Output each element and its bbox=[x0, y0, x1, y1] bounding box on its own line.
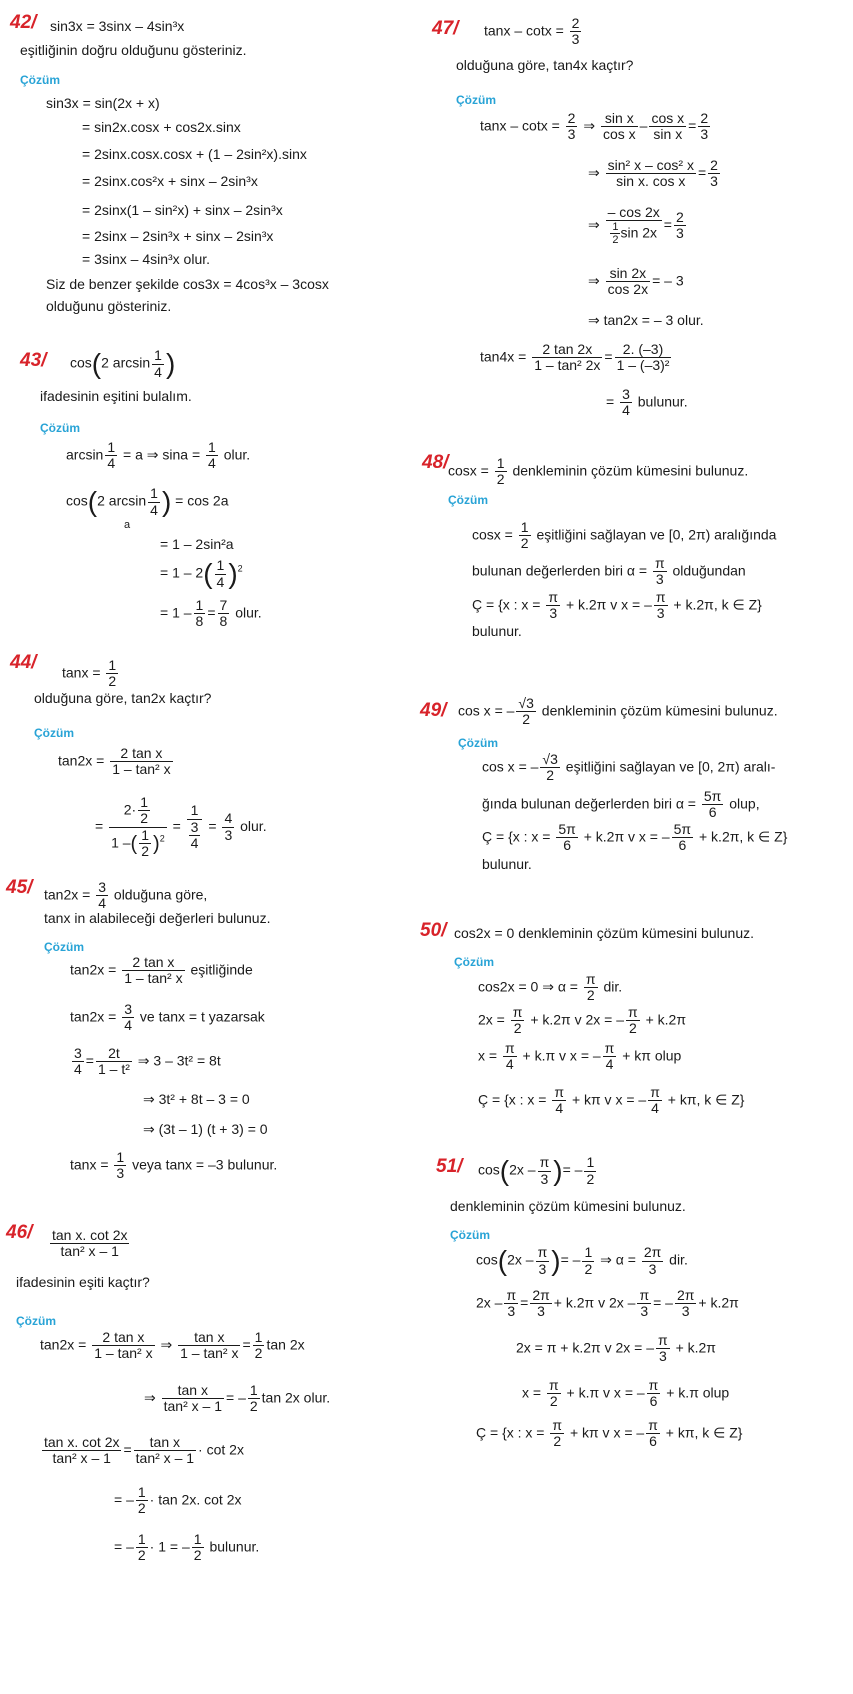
solution-line: ğında bulunan değerlerden biri α = $\frac{5\pi}{6}$ olup, bbox=[482, 788, 760, 821]
solution-line: tan2x = $\frac{\text{2 tan x}}{\text{1 – tan² x}}$ ⇒ $\frac{\text{tan x}}{\text{1 – tan² x}}$ = $\frac{1}{2}$ tan 2x bbox=[40, 1329, 305, 1362]
solution-heading: Çözüm bbox=[458, 736, 498, 750]
solution-line: cos2x = 0 ⇒ α = $\frac{\pi}{2}$ dir. bbox=[478, 971, 623, 1004]
problem-number: 51/ bbox=[436, 1156, 463, 1177]
problem-number: 43/ bbox=[20, 350, 47, 371]
underbrace-label: a bbox=[124, 519, 131, 531]
problem-statement: cos x = – $\frac{√3}{2}$ denkleminin çözüm kümesini bulunuz. bbox=[458, 695, 778, 728]
solution-heading: Çözüm bbox=[40, 421, 80, 435]
problem-number: 46/ bbox=[6, 1222, 33, 1243]
problem-question: olduğuna göre, tan2x kaçtır? bbox=[34, 690, 212, 706]
solution-line: 2x = π + k.2π v 2x = – $\frac{\pi}{3}$ + k.2π bbox=[516, 1332, 716, 1365]
problem-question: ifadesinin eşitini bulalım. bbox=[40, 388, 192, 404]
solution-line: tanx – cotx = $\frac{2}{3}$ ⇒ $\frac{\text{sin x}}{\text{cos x}}$ – $\frac{\text{cos x}}{\text{sin x}}$ = $\frac{2}{3}$ bbox=[480, 110, 709, 143]
note-line: olduğunu gösteriniz. bbox=[46, 298, 172, 314]
problem-question: ifadesinin eşiti kaçtır? bbox=[16, 1274, 150, 1290]
problem-number: 48/ bbox=[422, 452, 449, 473]
solution-line: ⇒ $\frac{\text{tan x}}{\text{tan² x – 1}}$ = – $\frac{1}{2}$ tan 2x olur. bbox=[144, 1382, 331, 1415]
solution-line: x = $\frac{\pi}{2}$ + k.π v x = – $\frac{\pi}{6}$ + k.π olup bbox=[522, 1377, 730, 1410]
solution-line: = – $\frac{1}{2}$ · 1 = – $\frac{1}{2}$ bulunur. bbox=[114, 1531, 260, 1564]
solution-line: bulunan değerlerden biri α = $\frac{\pi}{3}$ olduğundan bbox=[472, 555, 746, 588]
solution-line: = 2· $\frac{1}{2}$ 1 –( $\frac{1}{2}$ )$^2$ = $\frac{1}{\frac{3}{4}}$ = $\frac{4}{3}$ olur. bbox=[95, 794, 267, 860]
solution-line: 2x – $\frac{\pi}{3}$ = $\frac{2\pi}{3}$ + k.2π v 2x – $\frac{\pi}{3}$ = – $\frac{2\pi}{3}$ + k.2π bbox=[476, 1287, 739, 1320]
solution-line: Ç = {x : x = $\frac{\pi}{2}$ + kπ v x = – $\frac{\pi}{6}$ + kπ, k ∈ Z} bbox=[476, 1417, 743, 1450]
solution-line: cos x = – $\frac{√3}{2}$ eşitliğini sağlayan ve [0, 2π) aralı- bbox=[482, 751, 776, 784]
problem-statement: tan2x = $\frac{3}{4}$ olduğuna göre, bbox=[44, 879, 208, 912]
problem-question: tanx in alabileceği değerleri bulunuz. bbox=[44, 910, 271, 926]
solution-line: = 2sinx.cos²x + sinx – 2sin³x bbox=[82, 173, 258, 189]
solution-line: Ç = {x : x = $\frac{5\pi}{6}$ + k.2π v x = – $\frac{5\pi}{6}$ + k.2π, k ∈ Z} bbox=[482, 821, 788, 854]
solution-line: 2x = $\frac{\pi}{2}$ + k.2π v 2x = – $\frac{\pi}{2}$ + k.2π bbox=[478, 1004, 686, 1037]
solution-line: bulunur. bbox=[482, 856, 532, 872]
problem-statement: cos(2x – $\frac{\pi}{3}$ )= – $\frac{1}{2}$ bbox=[478, 1154, 595, 1187]
problem-question: eşitliğinin doğru olduğunu gösteriniz. bbox=[20, 42, 247, 58]
solution-line: bulunur. bbox=[472, 623, 522, 639]
solution-heading: Çözüm bbox=[456, 93, 496, 107]
problem-statement: $\frac{\text{tan x. cot 2x}}{\text{tan² x – 1}}$ bbox=[52, 1227, 128, 1260]
problem-question: olduğuna göre, tan4x kaçtır? bbox=[456, 57, 634, 73]
problem-number: 47/ bbox=[432, 18, 459, 39]
problem-question: denkleminin çözüm kümesini bulunuz. bbox=[450, 1198, 686, 1214]
solution-heading: Çözüm bbox=[16, 1314, 56, 1328]
solution-line: tan4x = $\frac{2 \tan 2x}{\text{1 – tan² 2x}}$ = $\frac{2. (-3)}{\text{1 – (–3)²}}$ bbox=[480, 341, 670, 374]
solution-line: = 1 – 2sin²a bbox=[160, 536, 234, 552]
solution-line: Ç = {x : x = $\frac{\pi}{3}$ + k.2π v x = – $\frac{\pi}{3}$ + k.2π, k ∈ Z} bbox=[472, 589, 762, 622]
solution-line: Ç = {x : x = $\frac{\pi}{4}$ + kπ v x = – $\frac{\pi}{4}$ + kπ, k ∈ Z} bbox=[478, 1084, 745, 1117]
solution-line: cos(2x – $\frac{\pi}{3}$ )= – $\frac{1}{2}$ ⇒ α = $\frac{2\pi}{3}$ dir. bbox=[476, 1244, 688, 1277]
solution-heading: Çözüm bbox=[448, 493, 488, 507]
solution-heading: Çözüm bbox=[44, 940, 84, 954]
solution-line: $\frac{3}{4}$ = $\frac{2t}{\text{1 – t²}}$ ⇒ 3 – 3t² = 8t bbox=[74, 1045, 221, 1078]
problem-number: 49/ bbox=[420, 700, 447, 721]
solution-line: = 3sinx – 4sin³x olur. bbox=[82, 251, 211, 267]
note-line: Siz de benzer şekilde cos3x = 4cos³x – 3cosx bbox=[46, 276, 329, 292]
solution-line: tan2x = $\frac{\text{2 tan x}}{\text{1 – tan² x}}$ eşitliğinde bbox=[70, 954, 253, 987]
solution-line: = 1 – 2( $\frac{1}{4}$ )$^2$ bbox=[160, 557, 243, 590]
solution-line: = 2sinx – 2sin³x + sinx – 2sin³x bbox=[82, 228, 274, 244]
problem-number: 42/ bbox=[10, 12, 37, 33]
solution-heading: Çözüm bbox=[20, 73, 60, 87]
solution-line: ⇒ $\frac{\sin 2x}{\cos 2x}$ = – 3 bbox=[588, 265, 684, 298]
solution-line: ⇒ – cos 2x $\frac{1}{2}$ sin 2x = $\frac{2}{3}$ bbox=[588, 204, 684, 247]
solution-line: tan2x = $\frac{\text{2 tan x}}{\text{1 – tan² x}}$ bbox=[58, 745, 171, 778]
problem-statement: cos2x = 0 denkleminin çözüm kümesini bulunuz. bbox=[454, 925, 754, 941]
problem-statement: tanx – cotx = $\frac{2}{3}$ bbox=[484, 15, 580, 48]
solution-line: = 1 – $\frac{1}{8}$ = $\frac{7}{8}$ olur. bbox=[160, 597, 262, 630]
problem-statement: sin3x = 3sinx – 4sin³x bbox=[50, 18, 185, 34]
solution-line: ⇒ 3t² + 8t – 3 = 0 bbox=[143, 1091, 250, 1107]
problem-statement: cos(2 arcsin $\frac{1}{4}$ ) bbox=[70, 347, 176, 380]
solution-line: sin3x = sin(2x + x) bbox=[46, 95, 160, 111]
problem-number: 44/ bbox=[10, 652, 37, 673]
solution-line: = sin2x.cosx + cos2x.sinx bbox=[82, 119, 241, 135]
solution-line: = – $\frac{1}{2}$ · tan 2x. cot 2x bbox=[114, 1484, 242, 1517]
solution-line: cos(2 arcsin $\frac{1}{4}$ ) = cos 2a bbox=[66, 485, 229, 518]
solution-line: = 2sinx(1 – sin²x) + sinx – 2sin³x bbox=[82, 202, 283, 218]
solution-line: tan2x = $\frac{3}{4}$ ve tanx = t yazarsak bbox=[70, 1001, 265, 1034]
solution-heading: Çözüm bbox=[450, 1228, 490, 1242]
solution-line: tanx = $\frac{1}{3}$ veya tanx = –3 bulunur. bbox=[70, 1149, 278, 1182]
solution-heading: Çözüm bbox=[34, 726, 74, 740]
solution-line: x = $\frac{\pi}{4}$ + k.π v x = – $\frac{\pi}{4}$ + kπ olup bbox=[478, 1040, 682, 1073]
solution-heading: Çözüm bbox=[454, 955, 494, 969]
problem-number: 45/ bbox=[6, 877, 33, 898]
solution-line: = 2sinx.cosx.cosx + (1 – 2sin²x).sinx bbox=[82, 146, 307, 162]
problem-statement: tanx = $\frac{1}{2}$ bbox=[62, 657, 117, 690]
solution-line: = $\frac{3}{4}$ bulunur. bbox=[606, 386, 688, 419]
solution-line: arcsin $\frac{1}{4}$ = a ⇒ sina = $\frac{1}{4}$ olur. bbox=[66, 439, 251, 472]
solution-line: ⇒ tan2x = – 3 olur. bbox=[588, 312, 704, 328]
problem-number: 50/ bbox=[420, 920, 447, 941]
problem-statement: cosx = $\frac{1}{2}$ denkleminin çözüm kümesini bulunuz. bbox=[448, 455, 749, 488]
solution-line: cosx = $\frac{1}{2}$ eşitliğini sağlayan ve [0, 2π) aralığında bbox=[472, 519, 777, 552]
solution-line: ⇒ $\frac{\text{sin² x – cos² x}}{\text{sin x. cos x}}$ = $\frac{2}{3}$ bbox=[588, 157, 718, 190]
solution-line: ⇒ (3t – 1) (t + 3) = 0 bbox=[143, 1121, 268, 1137]
solution-line: $\frac{\text{tan x. cot 2x}}{\text{tan² x – 1}}$ = $\frac{\text{tan x}}{\text{tan² x – 1}}$ · cot 2x bbox=[44, 1434, 244, 1467]
